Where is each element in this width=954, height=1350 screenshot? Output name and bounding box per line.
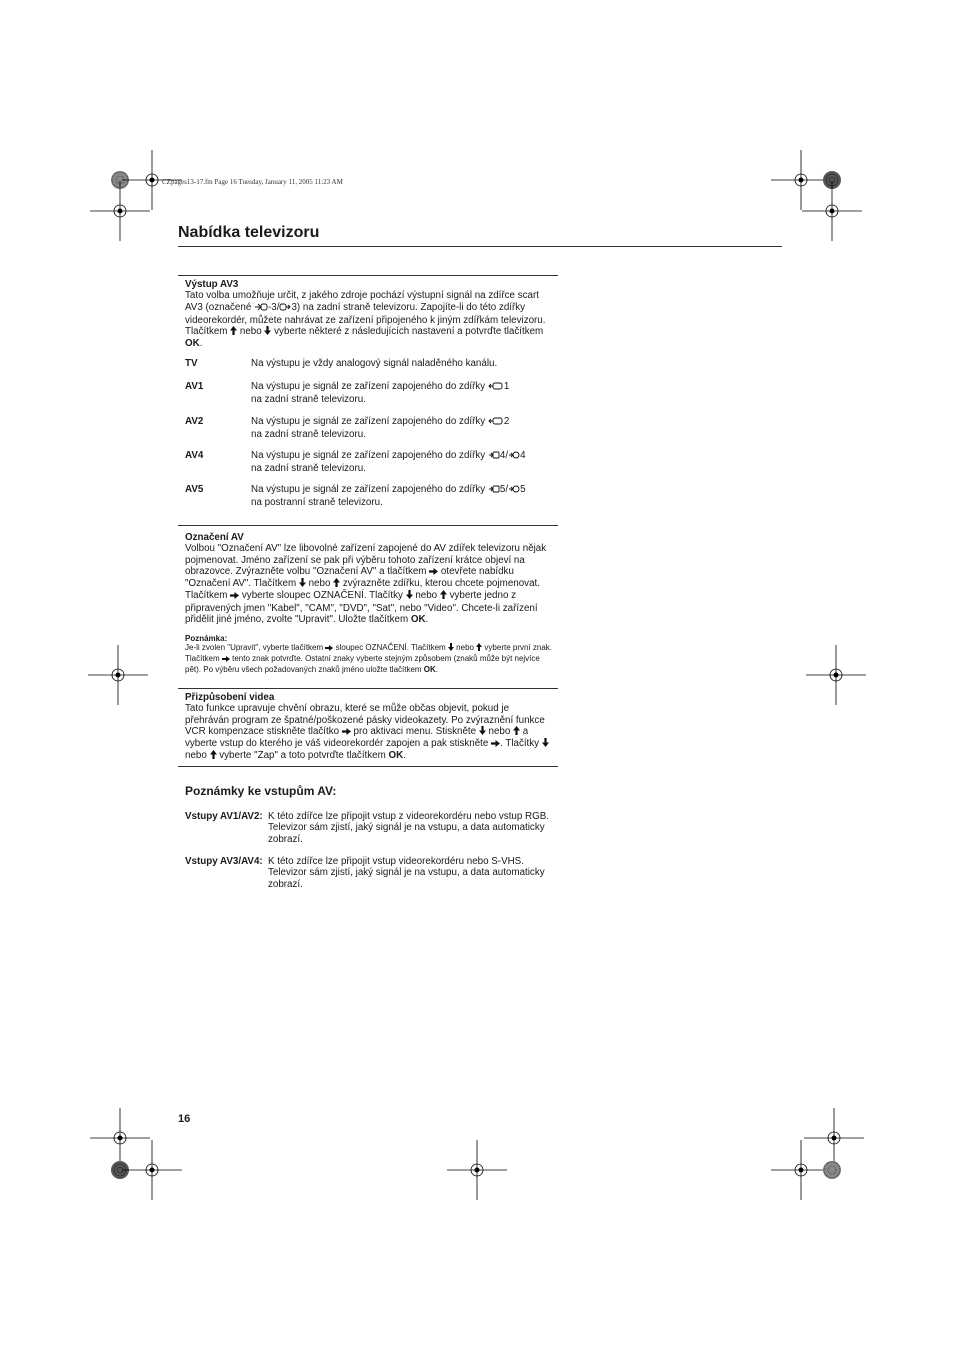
note-block bbox=[185, 634, 553, 674]
up-arrow-icon bbox=[513, 726, 520, 738]
section-text: Tato funkce upravuje chvění obrazu, které se může občas objevit, pokud je přehráván program ze špatné/poškozené pásky videokazety. Po zvýraznění funkce VCR kompenzace stiskněte tlačítko pro aktivaci menu. Stiskněte nebo a vyberte vstup do kterého je váš videorekordér zapojen a pak stiskněte . Tlačítky nebo vyberte "Zap" a toto potvrďte tlačítkem OK. bbox=[185, 703, 553, 762]
section-text: Tato volba umožňuje určit, z jakého zdroje pochází výstupní signál na zdířce scart AV3 (označené -3/ 3) na zadní straně televizoru. Zapojíte-li do této zdířky videorekordér, můžete nahrávat ze zařízení připojeného k jiným zdířkám televizoru. Tlačítkem nebo vyberte některé z následujících nastavení a potvrďte tlačítkem OK. bbox=[185, 290, 546, 350]
page-number: 16 bbox=[178, 1113, 191, 1125]
down-arrow-icon bbox=[299, 578, 306, 590]
option-text-av1: Na výstupu je signál ze zařízení zapojeného do zdířky 1 na zadní straně televizoru. bbox=[251, 381, 510, 406]
option-label-tv: TV bbox=[185, 358, 198, 369]
svideo-in-icon bbox=[508, 450, 520, 463]
section-divider bbox=[178, 766, 558, 767]
svideo-in-icon bbox=[508, 484, 520, 497]
crosshair-icon bbox=[804, 1108, 864, 1168]
star-target-icon bbox=[823, 1161, 841, 1179]
option-text-tv: Na výstupu je vždy analogový signál naladěného kanálu. bbox=[251, 358, 498, 369]
file-info: CZpages13-17.fm Page 16 Tuesday, January 11, 2005 11:23 AM bbox=[162, 178, 343, 186]
crosshair-icon bbox=[122, 1140, 182, 1200]
subheading: Poznámky ke vstupům AV: bbox=[185, 784, 337, 798]
up-arrow-icon bbox=[210, 750, 217, 762]
scart-io-icon bbox=[488, 416, 504, 429]
crosshair-icon bbox=[771, 1140, 831, 1200]
scart-io-icon bbox=[488, 381, 504, 394]
right-arrow-icon bbox=[342, 727, 351, 738]
title-divider bbox=[178, 246, 782, 247]
option-text-av5: Na výstupu je signál ze zařízení zapojeného do zdířky 5/ 5 na postranní straně televizoru. bbox=[251, 484, 526, 509]
crosshair-icon bbox=[90, 181, 150, 241]
video-in-icon bbox=[488, 484, 500, 497]
section-oznaceni bbox=[185, 532, 553, 625]
video-in-icon bbox=[488, 450, 500, 463]
note-text: Je-li zvolen "Upravit", vyberte tlačítkem sloupec OZNAČENÍ. Tlačítkem nebo vyberte první znak. Tlačítkem tento znak potvrďte. Ostatní znaky vyberte stejným způsobem (znaků může být nejvíce pět). Po výběru všech požadovaných znaků jméno uložte tlačítkem OK. bbox=[185, 643, 553, 674]
right-arrow-icon bbox=[429, 567, 438, 578]
down-arrow-icon bbox=[479, 726, 486, 738]
scart-out-icon bbox=[279, 302, 291, 315]
input-text-av3-av4: K této zdířce lze připojit vstup videorekordéru nebo S-VHS. Televizor sám zjistí, jaký signál je na vstupu, a data automaticky zobrazí. bbox=[268, 856, 545, 890]
option-label-av4: AV4 bbox=[185, 450, 204, 461]
section-text: Volbou "Označení AV" lze libovolné zařízení zapojené do AV zdířek televizoru nějak pojmenovat. Jméno zařízení se pak při výběru tohoto zařízení krátce objeví na obrazovce. Zvýrazněte volbu "Označení AV" a tlačítkem otevřete nabídku "Označení AV". Tlačítkem nebo zvýrazněte zdířku, kterou chcete pojmenovat. Tlačítkem vyberte sloupec OZNAČENÍ. Tlačítky nebo vyberte jedno z připravených jmen "Kabel", "CAM", "DVD", "Sat", nebo "Video". Chcete-li zařízení přidělit jiné jméno, zvolte "Upravit". Uložte tlačítkem OK. bbox=[185, 543, 547, 626]
option-label-av5: AV5 bbox=[185, 484, 204, 495]
section-divider bbox=[178, 525, 558, 526]
scart-in-icon bbox=[254, 302, 268, 315]
down-arrow-icon bbox=[406, 590, 413, 602]
section-divider bbox=[178, 275, 558, 276]
crosshair-icon bbox=[90, 1108, 150, 1168]
crosshair-icon bbox=[802, 181, 862, 241]
option-text-av4: Na výstupu je signál ze zařízení zapojeného do zdířky 4/ 4 na zadní straně televizoru. bbox=[251, 450, 526, 475]
section-title: Přizpůsobení videa bbox=[185, 692, 275, 703]
note-title: Poznámka: bbox=[185, 634, 228, 643]
section-title: Výstup AV3 bbox=[185, 279, 239, 290]
page-title: Nabídka televizoru bbox=[178, 224, 320, 241]
input-label-av3-av4: Vstupy AV3/AV4: bbox=[185, 856, 263, 867]
section-prizpusobeni bbox=[185, 692, 553, 763]
crosshair-icon bbox=[88, 645, 148, 705]
up-arrow-icon bbox=[440, 590, 447, 602]
option-text-av2: Na výstupu je signál ze zařízení zapojeného do zdířky 2 na zadní straně televizoru. bbox=[251, 416, 510, 441]
crosshair-icon bbox=[806, 645, 866, 705]
section-title: Označení AV bbox=[185, 532, 244, 543]
down-arrow-icon bbox=[542, 738, 549, 750]
right-arrow-icon bbox=[230, 591, 239, 602]
option-label-av1: AV1 bbox=[185, 381, 204, 392]
input-label-av1-av2: Vstupy AV1/AV2: bbox=[185, 811, 263, 822]
right-arrow-icon bbox=[491, 739, 500, 750]
input-text-av1-av2: K této zdířce lze připojit vstup z videorekordéru nebo vstup RGB. Televizor sám zjistí, jaký signál je na vstupu, a data automaticky zobrazí. bbox=[268, 811, 549, 845]
option-label-av2: AV2 bbox=[185, 416, 204, 427]
section-vystup bbox=[185, 279, 553, 350]
crosshair-icon bbox=[447, 1140, 507, 1200]
right-arrow-icon bbox=[222, 655, 230, 665]
section-divider bbox=[178, 688, 558, 689]
crosshair-icon bbox=[771, 150, 831, 210]
